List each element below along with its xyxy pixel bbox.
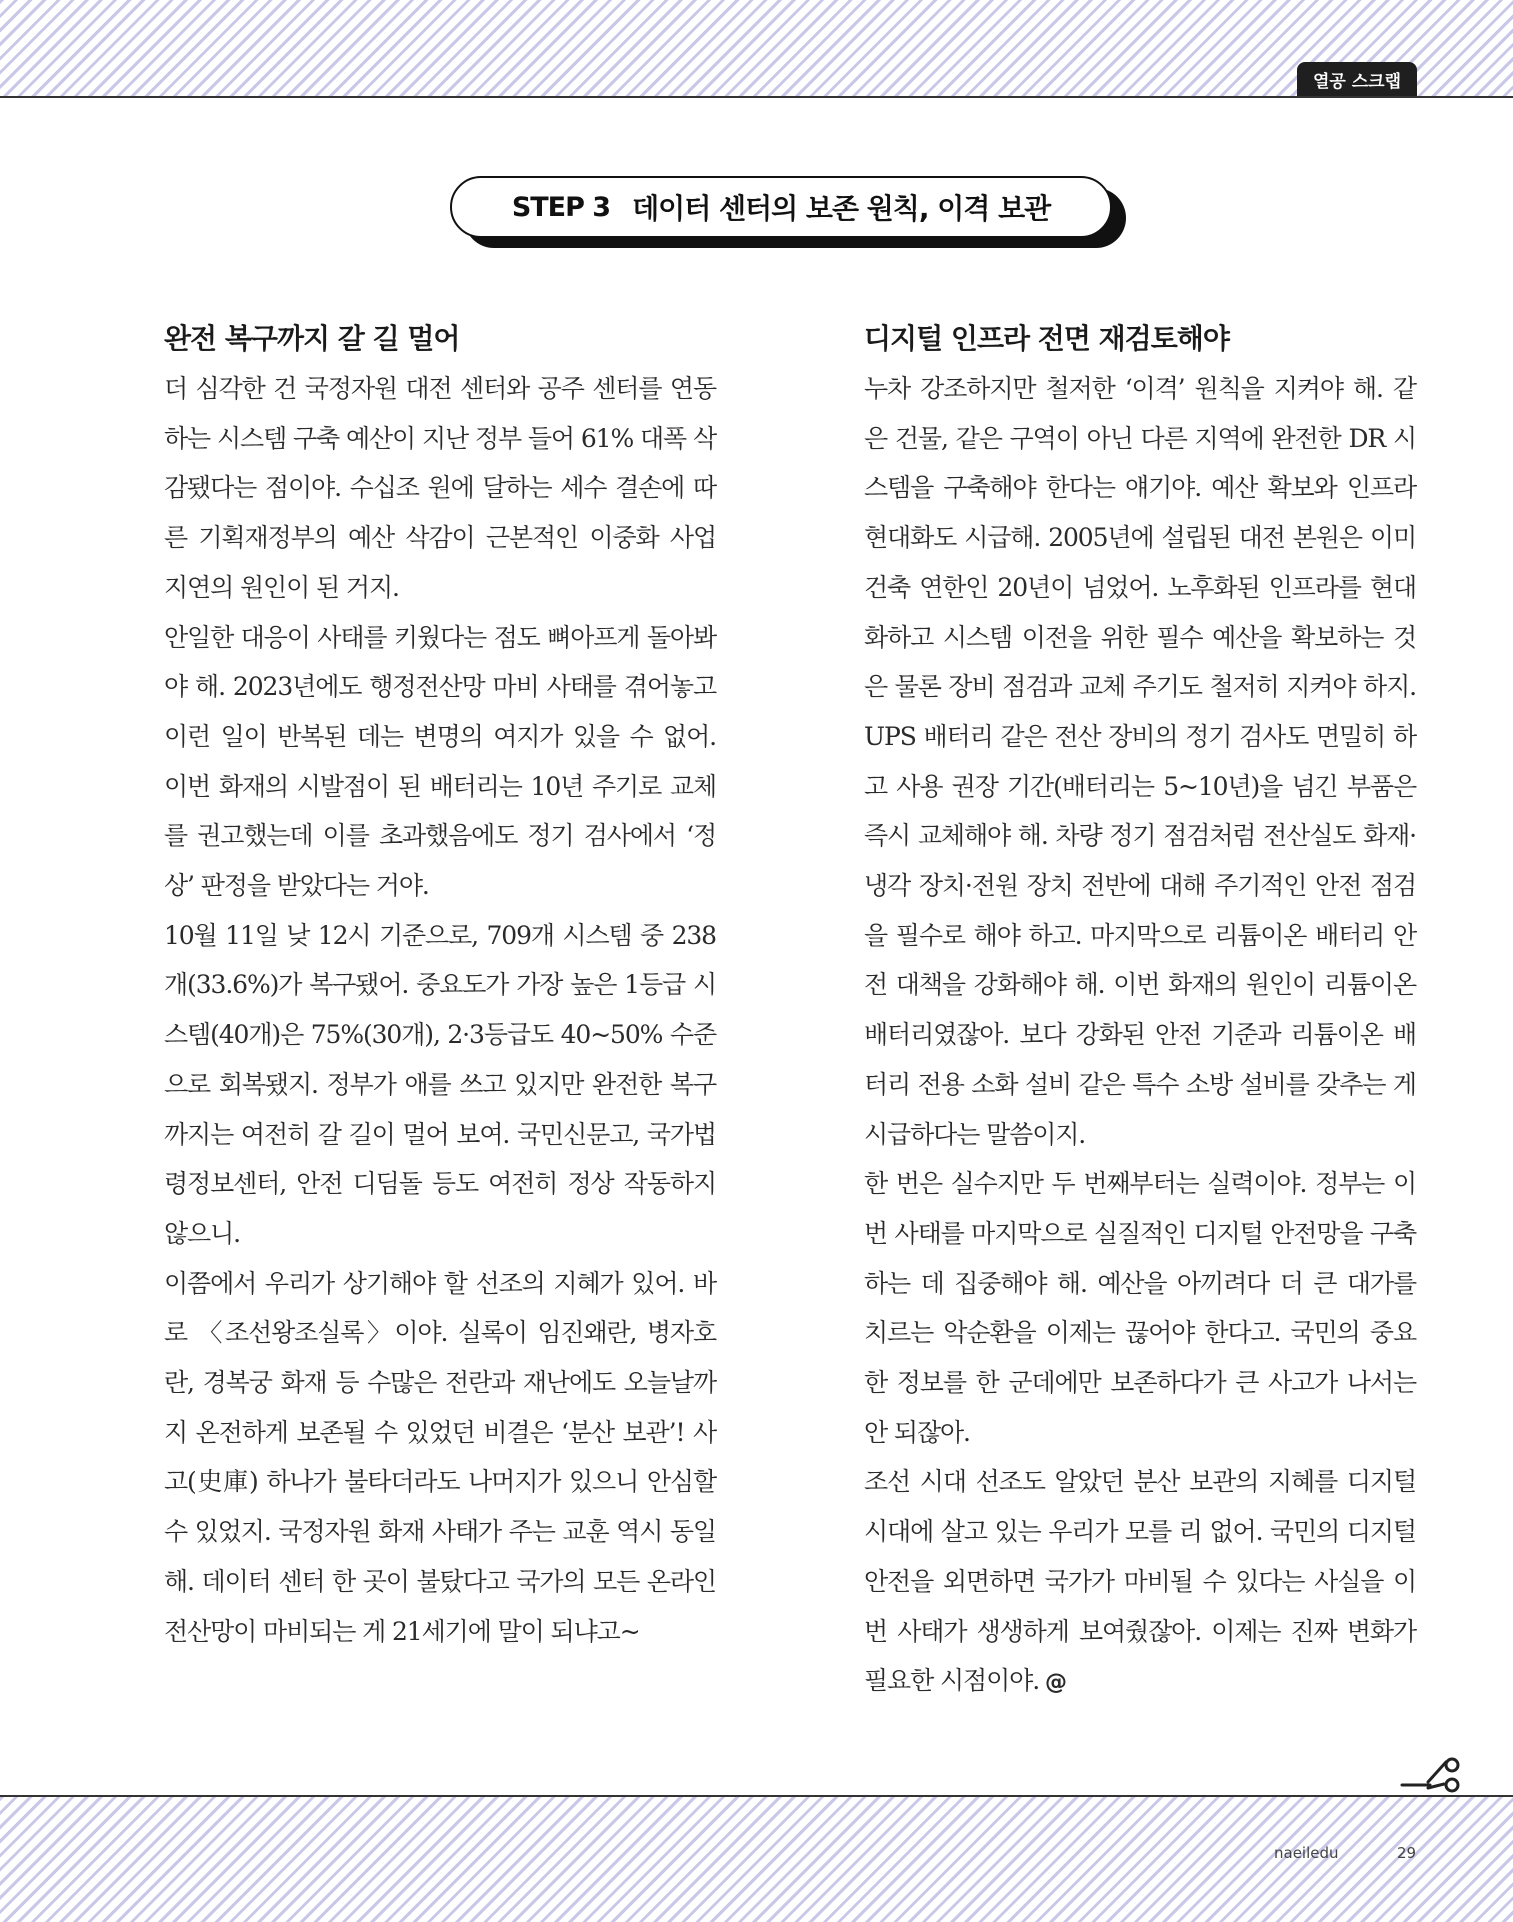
left-paragraph-4: 이쯤에서 우리가 상기해야 할 선조의 지혜가 있어. 바로 〈조선왕조실록〉이야. 실록이 임진왜란, 병자호란, 경복궁 화재 등 수많은 전란과 재난에도 오늘날까지 온전하게 보존될 수 있었던 비결은 ‘분산 보관’! 사고(史庫) 하나가 불타더라도 나머지가 있으니 안심할 수 있었지. 국정자원 화재 사태가 주는 교훈 역시 동일해. 데이터 센터 한 곳이 불탔다고 국가의 모든 온라인 전산망이 마비되는 게 21세기에 말이 되냐고~ <box>164 1268 716 1646</box>
left-heading: 완전 복구까지 갈 길 멀어 <box>164 322 460 355</box>
footer-site: naeiledu <box>1274 1844 1339 1862</box>
scissors-icon <box>1400 1756 1466 1796</box>
step-banner <box>450 176 1126 252</box>
right-paragraph-1: 누차 강조하지만 철저한 ‘이격’ 원칙을 지켜야 해. 같은 건물, 같은 구역이 아닌 다른 지역에 완전한 DR 시스템을 구축해야 한다는 얘기야. 예산 확보와 인프라 현대화도 시급해. 2005년에 설립된 대전 본원은 이미 건축 연한인 20년이 넘었어. 노후화된 인프라를 현대화하고 시스템 이전을 위한 필수 예산을 확보하는 것은 물론 장비 점검과 교체 주기도 철저히 지켜야 하지. UPS 배터리 같은 전산 장비의 정기 검사도 면밀히 하고 사용 권장 기간(배터리는 5~10년)을 넘긴 부품은 즉시 교체해야 해. 차량 정기 점검처럼 전산실도 화재·냉각 장치·전원 장치 전반에 대해 주기적인 안전 점검을 필수로 해야 하고. 마지막으로 리튬이온 배터리 안전 대책을 강화해야 해. 이번 화재의 원인이 리튬이온 배터리였잖아. 보다 강화된 안전 기준과 리튬이온 배터리 전용 소화 설비 같은 특수 소방 설비를 갖추는 게 시급하다는 말씀이지. <box>864 374 1416 1149</box>
step-banner-box <box>450 176 1112 238</box>
left-paragraph-3: 10월 11일 낮 12시 기준으로, 709개 시스템 중 238개(33.6%)가 복구됐어. 중요도가 가장 높은 1등급 시스템(40개)은 75%(30개), 2·3등급도 40~50% 수준으로 회복됐지. 정부가 애를 쓰고 있지만 완전한 복구까지는 여전히 갈 길이 멀어 보여. 국민신문고, 국가법령정보센터, 안전 디딤돌 등도 여전히 정상 작동하지 않으니. <box>164 920 716 1248</box>
left-column <box>164 314 716 1656</box>
right-paragraph-3 <box>864 1457 1416 1708</box>
left-paragraph-2: 안일한 대응이 사태를 키웠다는 점도 뼈아프게 돌아봐야 해. 2023년에도 행정전산망 마비 사태를 겪어놓고 이런 일이 반복된 데는 변명의 여지가 있을 수 없어. 이번 화재의 시발점이 된 배터리는 10년 주기로 교체를 권고했는데 이를 초과했음에도 정기 검사에서 ‘정상’ 판정을 받았다는 거야. <box>164 622 716 901</box>
top-pattern-band <box>0 0 1513 98</box>
page-number: 29 <box>1397 1844 1417 1862</box>
step-label: STEP 3 <box>511 191 611 223</box>
right-paragraph-2: 한 번은 실수지만 두 번째부터는 실력이야. 정부는 이번 사태를 마지막으로 실질적인 디지털 안전망을 구축하는 데 집중해야 해. 예산을 아끼려다 더 큰 대가를 치르는 악순환을 이제는 끊어야 한다고. 국민의 중요한 정보를 한 군데에만 보존하다가 큰 사고가 나서는 안 되잖아. <box>864 1169 1416 1447</box>
right-column <box>864 314 1416 1708</box>
left-paragraph-1: 더 심각한 건 국정자원 대전 센터와 공주 센터를 연동하는 시스템 구축 예산이 지난 정부 들어 61% 대폭 삭감됐다는 점이야. 수십조 원에 달하는 세수 결손에 따른 기획재정부의 예산 삭감이 근본적인 이중화 사업 지연의 원인이 된 거지. <box>164 374 716 602</box>
end-mark-icon: @ <box>1045 1670 1066 1696</box>
right-paragraph-3-text: 조선 시대 선조도 알았던 분산 보관의 지혜를 디지털 시대에 살고 있는 우리가 모를 리 없어. 국민의 디지털 안전을 외면하면 국가가 마비될 수 있다는 사실을 이번 사태가 생생하게 보여줬잖아. 이제는 진짜 변화가 필요한 시점이야. <box>864 1467 1416 1696</box>
section-tab: 열공 스크랩 <box>1297 62 1417 96</box>
step-title: 데이터 센터의 보존 원칙, 이격 보관 <box>632 192 1051 225</box>
right-heading: 디지털 인프라 전면 재검토해야 <box>864 322 1229 355</box>
